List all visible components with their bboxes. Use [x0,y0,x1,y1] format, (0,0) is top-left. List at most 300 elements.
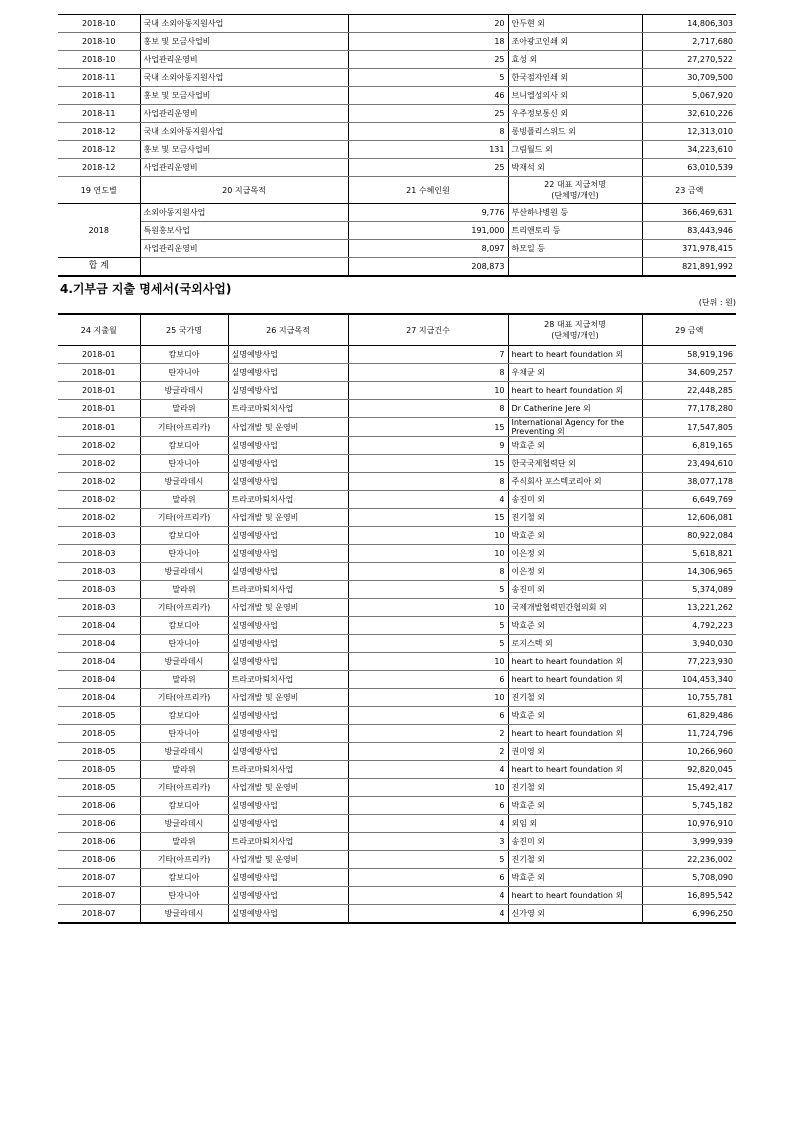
amount-cell: 30,709,500 [642,69,736,87]
amount-cell: 5,708,090 [642,869,736,887]
country-cell: 기타(아프리카) [140,689,228,707]
purpose-cell: 실명예방사업 [228,545,348,563]
month-cell: 2018-10 [58,15,140,33]
overseas-header-row [58,314,736,346]
summary-header-row [58,177,736,204]
month-cell: 2018-02 [58,455,140,473]
country-cell: 말라위 [140,761,228,779]
country-cell: 캄보디아 [140,707,228,725]
header-count: 27 지급건수 [348,314,508,346]
count-cell: 131 [348,141,508,159]
purpose-cell: 홍보 및 모금사업비 [140,141,348,159]
amount-cell: 3,940,030 [642,635,736,653]
month-cell: 2018-02 [58,437,140,455]
amount-cell: 38,077,178 [642,473,736,491]
table-row [58,346,736,364]
section-title: 4.기부금 지출 명세서(국외사업) [60,282,232,296]
country-cell: 말라위 [140,671,228,689]
amount-cell: 63,010,539 [642,159,736,177]
summary-beneficiaries: 8,097 [348,240,508,258]
month-cell: 2018-05 [58,725,140,743]
header-recipient [508,314,642,346]
count-cell: 2 [348,725,508,743]
country-cell: 방글라데시 [140,473,228,491]
month-cell: 2018-04 [58,635,140,653]
country-cell: 기타(아프리카) [140,418,228,437]
recipient-cell: heart to heart foundation 외 [508,671,642,689]
month-cell: 2018-05 [58,707,140,725]
amount-cell: 12,606,081 [642,509,736,527]
month-cell: 2018-05 [58,761,140,779]
count-cell: 15 [348,455,508,473]
count-cell: 4 [348,905,508,924]
month-cell: 2018-06 [58,833,140,851]
month-cell: 2018-01 [58,400,140,418]
unit-label: (단위 : 원) [698,298,736,307]
month-cell: 2018-04 [58,671,140,689]
table-row [58,869,736,887]
count-cell: 25 [348,159,508,177]
table-row [58,69,736,87]
purpose-cell: 실명예방사업 [228,635,348,653]
country-cell: 기타(아프리카) [140,599,228,617]
purpose-cell: 사업관리운영비 [140,159,348,177]
amount-cell: 6,649,769 [642,491,736,509]
country-cell: 탄자니아 [140,635,228,653]
amount-cell: 61,829,486 [642,707,736,725]
purpose-cell: 실명예방사업 [228,869,348,887]
purpose-cell: 실명예방사업 [228,527,348,545]
country-cell: 캄보디아 [140,346,228,364]
total-empty [140,258,348,277]
country-cell: 말라위 [140,491,228,509]
purpose-cell: 실명예방사업 [228,725,348,743]
table-row [58,617,736,635]
month-cell: 2018-03 [58,581,140,599]
amount-cell: 34,609,257 [642,364,736,382]
purpose-cell: 홍보 및 모금사업비 [140,33,348,51]
total-amount: 821,891,992 [642,258,736,277]
total-empty [508,258,642,277]
country-cell: 캄보디아 [140,617,228,635]
table-row [58,635,736,653]
country-cell: 말라위 [140,833,228,851]
amount-cell: 12,313,010 [642,123,736,141]
purpose-cell: 사업개발 및 운영비 [228,509,348,527]
amount-cell: 10,755,781 [642,689,736,707]
summary-purpose: 특원홍보사업 [140,222,348,240]
country-cell: 탄자니아 [140,545,228,563]
purpose-cell: 실명예방사업 [228,707,348,725]
summary-year: 2018 [58,204,140,258]
month-cell: 2018-02 [58,491,140,509]
purpose-cell: 트라코마퇴치사업 [228,761,348,779]
country-cell: 캄보디아 [140,437,228,455]
count-cell: 8 [348,473,508,491]
month-cell: 2018-10 [58,33,140,51]
table-row [58,159,736,177]
recipient-cell: 효성 외 [508,51,642,69]
total-label: 합 계 [58,258,140,277]
recipient-cell: 브니엘성의사 외 [508,87,642,105]
amount-cell: 104,453,340 [642,671,736,689]
summary-header-year: 19 연도별 [58,177,140,204]
purpose-cell: 실명예방사업 [228,437,348,455]
count-cell: 15 [348,418,508,437]
amount-cell: 23,494,610 [642,455,736,473]
summary-amount: 371,978,415 [642,240,736,258]
country-cell: 방글라데시 [140,653,228,671]
recipient-cell: 우채균 외 [508,364,642,382]
summary-row [58,204,736,222]
count-cell: 10 [348,545,508,563]
purpose-cell: 실명예방사업 [228,743,348,761]
purpose-cell: 국내 소외아동지원사업 [140,69,348,87]
table-row [58,725,736,743]
amount-cell: 92,820,045 [642,761,736,779]
table-row [58,491,736,509]
month-cell: 2018-06 [58,851,140,869]
country-cell: 기타(아프리카) [140,779,228,797]
count-cell: 4 [348,887,508,905]
summary-beneficiaries: 9,776 [348,204,508,222]
table-row [58,123,736,141]
purpose-cell: 사업관리운영비 [140,51,348,69]
purpose-cell: 트라코마퇴치사업 [228,671,348,689]
purpose-cell: 실명예방사업 [228,382,348,400]
country-cell: 방글라데시 [140,382,228,400]
purpose-cell: 실명예방사업 [228,653,348,671]
table-row [58,761,736,779]
recipient-cell: 박효준 외 [508,797,642,815]
recipient-cell: 박재석 외 [508,159,642,177]
summary-recipient: 트리앤토리 등 [508,222,642,240]
count-cell: 4 [348,761,508,779]
recipient-cell: 한국점자인쇄 외 [508,69,642,87]
month-cell: 2018-02 [58,473,140,491]
table-row [58,364,736,382]
count-cell: 15 [348,509,508,527]
month-cell: 2018-07 [58,869,140,887]
table-row [58,851,736,869]
recipient-cell: 외임 외 [508,815,642,833]
amount-cell: 4,792,223 [642,617,736,635]
summary-beneficiaries: 191,000 [348,222,508,240]
recipient-cell: 박효준 외 [508,527,642,545]
recipient-cell: 안두현 외 [508,15,642,33]
month-cell: 2018-04 [58,653,140,671]
purpose-cell: 트라코마퇴치사업 [228,400,348,418]
recipient-cell: 그림월드 외 [508,141,642,159]
country-cell: 방글라데시 [140,743,228,761]
header-amount: 29 금액 [642,314,736,346]
amount-cell: 14,306,965 [642,563,736,581]
recipient-cell: 박효준 외 [508,869,642,887]
count-cell: 10 [348,527,508,545]
purpose-cell: 실명예방사업 [228,815,348,833]
count-cell: 9 [348,437,508,455]
summary-header-beneficiaries: 21 수혜인원 [348,177,508,204]
amount-cell: 5,067,920 [642,87,736,105]
count-cell: 8 [348,364,508,382]
country-cell: 말라위 [140,581,228,599]
count-cell: 10 [348,599,508,617]
country-cell: 기타(아프리카) [140,509,228,527]
table-row [58,797,736,815]
table-row [58,689,736,707]
month-cell: 2018-04 [58,617,140,635]
table-row [58,563,736,581]
amount-cell: 32,610,226 [642,105,736,123]
count-cell: 3 [348,833,508,851]
purpose-cell: 실명예방사업 [228,797,348,815]
country-cell: 방글라데시 [140,905,228,924]
count-cell: 4 [348,491,508,509]
table-row [58,653,736,671]
recipient-cell: 신가영 외 [508,905,642,924]
amount-cell: 22,236,002 [642,851,736,869]
summary-header-recipient-text: 22 대표 지급처명 (단체명/개인) [544,180,606,200]
table-row [58,509,736,527]
count-cell: 2 [348,743,508,761]
recipient-cell: 송진미 외 [508,491,642,509]
count-cell: 20 [348,15,508,33]
recipient-cell: heart to heart foundation 외 [508,887,642,905]
purpose-cell: 사업개발 및 운영비 [228,851,348,869]
summary-amount: 83,443,946 [642,222,736,240]
count-cell: 25 [348,51,508,69]
purpose-cell: 실명예방사업 [228,364,348,382]
month-cell: 2018-11 [58,105,140,123]
table-row [58,418,736,437]
month-cell: 2018-06 [58,797,140,815]
purpose-cell: 트라코마퇴치사업 [228,833,348,851]
month-cell: 2018-01 [58,418,140,437]
amount-cell: 10,976,910 [642,815,736,833]
recipient-cell: 이은정 외 [508,563,642,581]
amount-cell: 58,919,196 [642,346,736,364]
summary-purpose: 소외아동지원사업 [140,204,348,222]
amount-cell: 3,999,939 [642,833,736,851]
table-row [58,581,736,599]
count-cell: 6 [348,707,508,725]
month-cell: 2018-12 [58,123,140,141]
recipient-cell: 진기철 외 [508,779,642,797]
table-row [58,51,736,69]
table-row [58,527,736,545]
amount-cell: 6,819,165 [642,437,736,455]
recipient-cell: 로지스텍 외 [508,635,642,653]
month-cell: 2018-05 [58,779,140,797]
summary-amount: 366,469,631 [642,204,736,222]
count-cell: 4 [348,815,508,833]
country-cell: 방글라데시 [140,815,228,833]
country-cell: 캄보디아 [140,797,228,815]
amount-cell: 11,724,796 [642,725,736,743]
purpose-cell: 국내 소외아동지원사업 [140,123,348,141]
purpose-cell: 사업개발 및 운영비 [228,599,348,617]
table-row [58,473,736,491]
header-purpose: 26 지급목적 [228,314,348,346]
recipient-cell: 송진미 외 [508,581,642,599]
month-cell: 2018-03 [58,563,140,581]
count-cell: 10 [348,779,508,797]
count-cell: 8 [348,123,508,141]
table-row [58,833,736,851]
month-cell: 2018-07 [58,887,140,905]
summary-recipient: 하모일 등 [508,240,642,258]
header-recipient-text: 28 대표 지급처명 (단체명/개인) [544,320,606,340]
purpose-cell: 트라코마퇴치사업 [228,581,348,599]
count-cell: 18 [348,33,508,51]
country-cell: 탄자니아 [140,455,228,473]
header-month: 24 지출월 [58,314,140,346]
header-country: 25 국가명 [140,314,228,346]
amount-cell: 22,448,285 [642,382,736,400]
count-cell: 5 [348,581,508,599]
purpose-cell: 트라코마퇴치사업 [228,491,348,509]
amount-cell: 10,266,960 [642,743,736,761]
recipient-cell: 진기철 외 [508,689,642,707]
month-cell: 2018-12 [58,159,140,177]
country-cell: 탄자니아 [140,364,228,382]
recipient-cell: 진기철 외 [508,509,642,527]
amount-cell: 80,922,084 [642,527,736,545]
table-row [58,599,736,617]
amount-cell: 5,374,089 [642,581,736,599]
month-cell: 2018-05 [58,743,140,761]
amount-cell: 27,270,522 [642,51,736,69]
recipient-cell: 박효준 외 [508,707,642,725]
count-cell: 5 [348,617,508,635]
recipient-cell: heart to heart foundation 외 [508,653,642,671]
purpose-cell: 실명예방사업 [228,563,348,581]
overseas-expense-table [58,313,736,924]
purpose-cell: 국내 소외아동지원사업 [140,15,348,33]
summary-total-row [58,258,736,277]
month-cell: 2018-06 [58,815,140,833]
summary-row [58,222,736,240]
count-cell: 7 [348,346,508,364]
table-row [58,15,736,33]
purpose-cell: 실명예방사업 [228,887,348,905]
month-cell: 2018-11 [58,87,140,105]
table-row [58,779,736,797]
count-cell: 5 [348,851,508,869]
table-row [58,400,736,418]
recipient-cell: heart to heart foundation 외 [508,761,642,779]
month-cell: 2018-12 [58,141,140,159]
country-cell: 기타(아프리카) [140,851,228,869]
country-cell: 탄자니아 [140,725,228,743]
count-cell: 25 [348,105,508,123]
recipient-cell: 한국국제협력단 외 [508,455,642,473]
month-cell: 2018-11 [58,69,140,87]
country-cell: 탄자니아 [140,887,228,905]
month-cell: 2018-03 [58,545,140,563]
purpose-cell: 사업개발 및 운영비 [228,689,348,707]
table-row [58,743,736,761]
recipient-cell: heart to heart foundation 외 [508,725,642,743]
count-cell: 5 [348,635,508,653]
count-cell: 6 [348,869,508,887]
month-cell: 2018-04 [58,689,140,707]
purpose-cell: 사업개발 및 운영비 [228,418,348,437]
amount-cell: 16,895,542 [642,887,736,905]
table-row [58,887,736,905]
amount-cell: 5,618,821 [642,545,736,563]
count-cell: 6 [348,797,508,815]
purpose-cell: 실명예방사업 [228,455,348,473]
country-cell: 말라위 [140,400,228,418]
count-cell: 5 [348,69,508,87]
table-row [58,815,736,833]
recipient-cell: 진기철 외 [508,851,642,869]
amount-cell: 2,717,680 [642,33,736,51]
purpose-cell: 실명예방사업 [228,473,348,491]
table-row [58,437,736,455]
recipient-cell: 권미영 외 [508,743,642,761]
recipient-cell: Dr Catherine Jere 외 [508,400,642,418]
count-cell: 10 [348,382,508,400]
recipient-cell: 이은정 외 [508,545,642,563]
domestic-expense-table [58,14,736,277]
summary-row [58,240,736,258]
recipient-cell: 송진미 외 [508,833,642,851]
table-row [58,905,736,924]
count-cell: 6 [348,671,508,689]
summary-header-purpose: 20 지급목적 [140,177,348,204]
recipient-cell: 롱빙플리스위드 외 [508,123,642,141]
amount-cell: 13,221,262 [642,599,736,617]
month-cell: 2018-07 [58,905,140,924]
count-cell: 10 [348,689,508,707]
amount-cell: 14,806,303 [642,15,736,33]
amount-cell: 5,745,182 [642,797,736,815]
purpose-cell: 홍보 및 모금사업비 [140,87,348,105]
month-cell: 2018-03 [58,599,140,617]
recipient-cell: 국제개발협력민간협의회 외 [508,599,642,617]
purpose-cell: 실명예방사업 [228,346,348,364]
purpose-cell: 사업개발 및 운영비 [228,779,348,797]
count-cell: 8 [348,563,508,581]
summary-purpose: 사업관리운영비 [140,240,348,258]
count-cell: 46 [348,87,508,105]
summary-header-recipient [508,177,642,204]
recipient-cell: 박효준 외 [508,617,642,635]
month-cell: 2018-10 [58,51,140,69]
recipient-cell: 주식회사 포스텍코리아 외 [508,473,642,491]
count-cell: 8 [348,400,508,418]
recipient-cell: 박효준 외 [508,437,642,455]
total-count: 208,873 [348,258,508,277]
table-row [58,455,736,473]
month-cell: 2018-01 [58,346,140,364]
amount-cell: 15,492,417 [642,779,736,797]
country-cell: 캄보디아 [140,869,228,887]
purpose-cell: 실명예방사업 [228,905,348,924]
recipient-cell: International Agency for the Preventing 외 [508,418,642,437]
table-row [58,382,736,400]
table-row [58,707,736,725]
table-row [58,141,736,159]
country-cell: 캄보디아 [140,527,228,545]
recipient-cell: heart to heart foundation 외 [508,346,642,364]
table-row [58,671,736,689]
table-row [58,87,736,105]
amount-cell: 77,178,280 [642,400,736,418]
table-row [58,33,736,51]
